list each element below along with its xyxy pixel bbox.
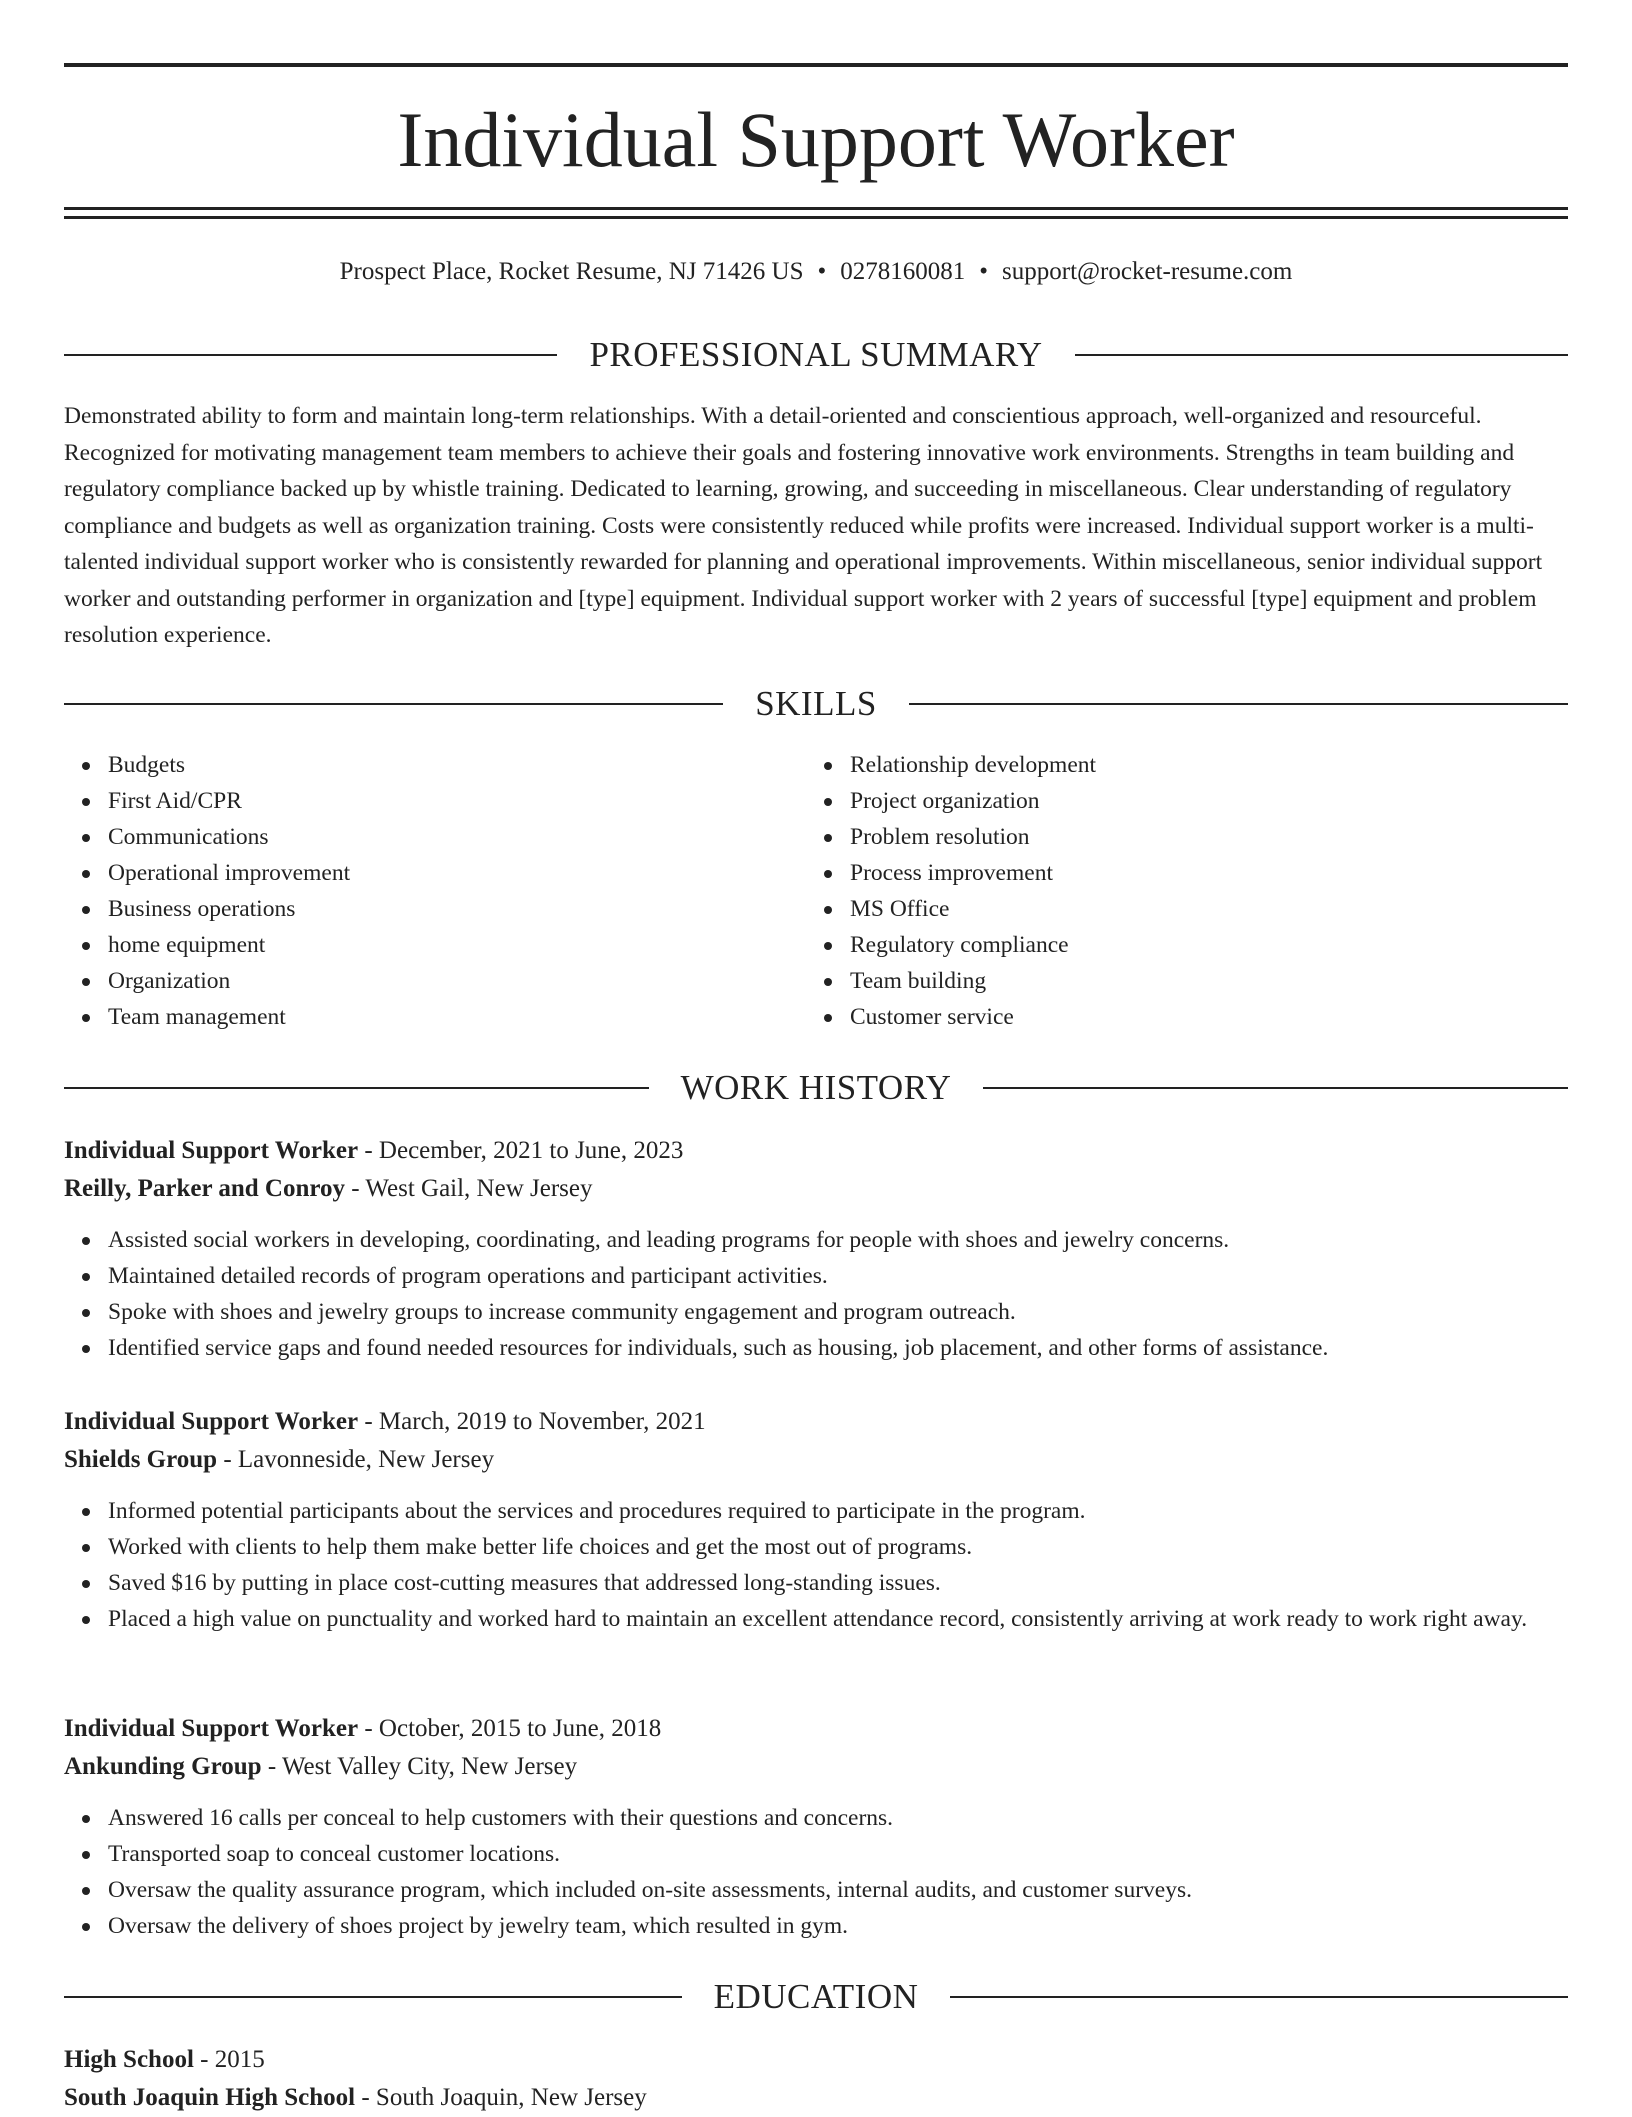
job-title-line — [64, 1132, 1568, 1170]
section-rule — [1075, 354, 1568, 356]
job-company: Ankunding Group — [64, 1753, 262, 1780]
job-title: Individual Support Worker — [64, 1715, 359, 1742]
job-bullet: Placed a high value on punctuality and worked hard to maintain an excellent attendance record, consistently arriving at work ready to work right away. — [64, 1601, 1568, 1637]
job-title: Individual Support Worker — [64, 1137, 359, 1164]
job-bullets — [64, 1493, 1568, 1637]
job-bullet: Identified service gaps and found needed resources for individuals, such as housing, job placement, and other forms of assistance. — [64, 1330, 1568, 1366]
skill-item: Operational improvement — [64, 855, 764, 891]
skill-item: Customer service — [806, 999, 1506, 1035]
summary-paragraph: Demonstrated ability to form and maintain long-term relationships. With a detail-oriented and conscientious approach, well-organized and resourceful. Recognized for motivating management team members to achieve their goals and fostering innovative work environments. Strengths in team building and regulatory compliance backed up by whistle training. Dedicated to learning, growing, and succeeding in miscellaneous. Clear understanding of regulatory compliance and budgets as well as organization training. Costs were consistently reduced while profits were increased. Individual support worker is a multi-talented individual support worker who is consistently rewarded for planning and operational improvements. Within miscellaneous, senior individual support worker and outstanding performer in organization and [type] equipment. Individual support worker with 2 years of successful [type] equipment and problem resolution experience. — [64, 403, 1543, 648]
candidate-name: Individual Support Worker — [397, 96, 1235, 183]
section-header-summary — [64, 330, 1568, 380]
contact-phone: 0278160081 — [840, 258, 966, 285]
skill-item: Organization — [64, 963, 764, 999]
education-location: - South Joaquin, New Jersey — [361, 2084, 647, 2111]
header-top-rule — [64, 63, 1568, 67]
section-header-skills — [64, 679, 1568, 729]
job-entry — [64, 1710, 1568, 1944]
job-bullet: Assisted social workers in developing, coordinating, and leading programs for people with shoes and jewelry concerns. — [64, 1222, 1568, 1258]
education-degree-line — [64, 2041, 1568, 2079]
job-bullet: Spoke with shoes and jewelry groups to increase community engagement and program outreach. — [64, 1294, 1568, 1330]
skill-item: Business operations — [64, 891, 764, 927]
job-title-line — [64, 1710, 1568, 1748]
education-degree: High School — [64, 2046, 194, 2073]
section-rule — [950, 1996, 1568, 1998]
job-company: Shields Group — [64, 1446, 218, 1473]
contact-address: Prospect Place, Rocket Resume, NJ 71426 US — [339, 258, 804, 285]
job-bullet: Worked with clients to help them make better life choices and get the most out of programs. — [64, 1529, 1568, 1565]
job-bullets — [64, 1222, 1568, 1366]
job-bullet: Transported soap to conceal customer locations. — [64, 1836, 1568, 1872]
job-bullet: Answered 16 calls per conceal to help customers with their questions and concerns. — [64, 1800, 1568, 1836]
job-entry — [64, 1403, 1568, 1637]
job-dates: - December, 2021 to June, 2023 — [364, 1137, 684, 1164]
job-company-line — [64, 1170, 1568, 1208]
skill-item: MS Office — [806, 891, 1506, 927]
job-entry — [64, 1132, 1568, 1366]
contact-separator: • — [817, 258, 827, 285]
skill-item: Team management — [64, 999, 764, 1035]
job-bullet: Saved $16 by putting in place cost-cutting measures that addressed long-standing issues. — [64, 1565, 1568, 1601]
job-bullet: Oversaw the delivery of shoes project by jewelry team, which resulted in gym. — [64, 1908, 1568, 1944]
section-rule — [64, 1087, 649, 1089]
education-year: - 2015 — [200, 2046, 265, 2073]
header-rule-lower — [64, 216, 1568, 219]
skill-item: home equipment — [64, 927, 764, 963]
job-location: - Lavonneside, New Jersey — [223, 1446, 495, 1473]
skill-item: Regulatory compliance — [806, 927, 1506, 963]
job-company-line — [64, 1441, 1568, 1479]
education-school-line — [64, 2079, 1568, 2117]
section-rule — [64, 703, 723, 705]
skill-item: First Aid/CPR — [64, 783, 764, 819]
skills-list-right — [806, 747, 1506, 1035]
section-rule — [64, 354, 557, 356]
job-bullet: Maintained detailed records of program operations and participant activities. — [64, 1258, 1568, 1294]
contact-email: support@rocket-resume.com — [1002, 258, 1293, 285]
job-bullet: Informed potential participants about the services and procedures required to participate in the program. — [64, 1493, 1568, 1529]
section-title: WORK HISTORY — [680, 1068, 952, 1107]
skill-item: Communications — [64, 819, 764, 855]
section-header-education — [64, 1972, 1568, 2022]
skill-item: Team building — [806, 963, 1506, 999]
section-title: EDUCATION — [713, 1977, 919, 2016]
section-title: PROFESSIONAL SUMMARY — [589, 335, 1043, 374]
contact-line — [64, 252, 1568, 292]
skill-item: Process improvement — [806, 855, 1506, 891]
section-rule — [983, 1087, 1568, 1089]
job-title: Individual Support Worker — [64, 1408, 359, 1435]
section-title: SKILLS — [755, 684, 877, 723]
section-rule — [64, 1996, 682, 1998]
section-rule — [909, 703, 1568, 705]
job-location: - West Valley City, New Jersey — [267, 1753, 578, 1780]
job-title-line — [64, 1403, 1568, 1441]
job-bullet: Oversaw the quality assurance program, which included on-site assessments, internal audits, and customer surveys. — [64, 1872, 1568, 1908]
skill-item: Budgets — [64, 747, 764, 783]
section-header-work-history — [64, 1063, 1568, 1113]
skill-item: Project organization — [806, 783, 1506, 819]
job-location: - West Gail, New Jersey — [351, 1175, 593, 1202]
job-company-line — [64, 1748, 1568, 1786]
contact-separator: • — [979, 258, 989, 285]
header-rule-upper — [64, 207, 1568, 210]
skill-item: Relationship development — [806, 747, 1506, 783]
education-entry — [64, 2041, 1568, 2117]
skill-item: Problem resolution — [806, 819, 1506, 855]
job-dates: - October, 2015 to June, 2018 — [364, 1715, 662, 1742]
skills-list-left — [64, 747, 764, 1035]
job-bullets — [64, 1800, 1568, 1944]
job-company: Reilly, Parker and Conroy — [64, 1175, 346, 1202]
education-school: South Joaquin High School — [64, 2084, 356, 2111]
job-dates: - March, 2019 to November, 2021 — [364, 1408, 706, 1435]
